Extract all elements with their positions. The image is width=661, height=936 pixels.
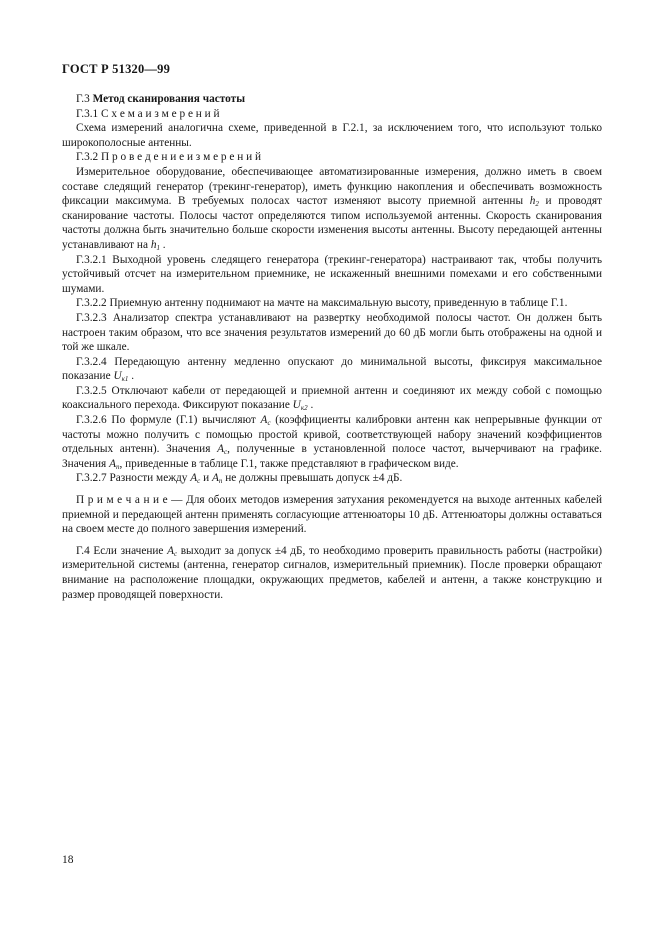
text-segment: п (218, 477, 223, 486)
text-segment: и проводят сканирование частоты. Полосы частот определяются типом используемой антенны. Скорость сканирования частоты должна быть значительно больше скорости изменения высоты антенны. Высоту передающей антенны устанавливают на (62, 195, 602, 251)
text-segment: с (267, 419, 271, 428)
para-g326 (62, 413, 602, 471)
heading-g32-provedenie-izmereniy (62, 150, 602, 165)
text-segment: A (211, 472, 219, 485)
text-segment: , приведенные в таблице Г.1, также представляют в графическом виде. (119, 457, 459, 470)
text-segment: A (217, 443, 224, 456)
text-segment: выходит за допуск ±4 дБ, то необходимо проверить правильность работы (настройки) измерительной системы (антенна, генератор сигналов, измерительный приемник). После проверки обращают внимание на расположение площадки, окружающих предметов, кабелей и антенн, а также конструкцию и размер проводящей поверхности. (62, 544, 602, 601)
text-segment: A (109, 457, 116, 470)
para-g4 (62, 544, 602, 602)
document-header-standard-number: ГОСТ Р 51320—99 (62, 62, 171, 76)
text-segment: . (159, 238, 166, 251)
para-g324 (62, 355, 602, 384)
text-segment: Г.3.2.3 Анализатор спектра устанавливают на развертку необходимой полосы частот. Он должен быть настроен таким образом, что все значения результатов измерений до 60 дБ могли быть отображены на одной и той же шкале. (62, 311, 602, 354)
page-number: 18 (62, 854, 74, 866)
text-segment: Г.3.2.6 По формуле (Г.1) вычисляют (76, 414, 261, 427)
text-segment: (коэффициенты калибровки антенн как непрерывные функции от частоты можно получить с помощью простой кривой, соответствующей набору значений коэффициентов отдельных антенн). Значения (62, 414, 602, 456)
text-segment: U (113, 370, 122, 383)
text-segment: и (200, 472, 212, 485)
para-note (62, 493, 602, 537)
text-segment: 2 (535, 200, 539, 209)
text-segment: к2 (300, 404, 308, 413)
para-g327 (62, 471, 602, 486)
para-g322 (62, 296, 602, 311)
text-segment: Измерительное оборудование, обеспечивающее автоматизированные измерения, должно иметь в своем составе следящий генератор (трекинг-генератор), иметь функцию накопления и обеспечивать возможность фиксации максимума. В требуемых полосах частот изменяют высоту приемной антенны (62, 165, 602, 208)
text-segment: U (292, 399, 301, 412)
text-segment: . (128, 370, 135, 383)
text-segment: Метод сканирования частоты (92, 93, 246, 105)
text-segment: с (173, 549, 178, 558)
text-segment: h (150, 238, 157, 251)
para-g32-body (62, 165, 602, 253)
text-segment: Г.3.2.5 Отключают кабели от передающей и приемной антенн и соединяют их между собой с помощью коаксиального перехода. Фиксируют показание (62, 384, 602, 412)
text-segment: h (529, 195, 536, 208)
text-segment: A (260, 414, 268, 427)
para-g323 (62, 311, 602, 355)
text-segment: 1 (156, 244, 160, 253)
text-segment: Г.4 Если значение (76, 544, 168, 557)
text-segment: Г.3.2.4 Передающую антенну медленно опускают до минимальной высоты, фиксируя максимальное показание (62, 355, 602, 383)
text-segment: Г.3.2.1 Выходной уровень следящего генератора (трекинг-генератора) настраивают так, чтобы получить устойчивый отсчет на измерительном приемнике, не искаженный внешними помехами и его собственными шумами. (62, 253, 602, 295)
para-g31-body (62, 121, 602, 150)
text-segment: Г.3.2.7 Разности между (76, 472, 191, 485)
heading-g3 (62, 92, 602, 107)
text-segment: A (167, 544, 174, 557)
para-g325 (62, 384, 602, 413)
heading-g31-schema-izmereniy (62, 107, 602, 122)
document-content (62, 92, 602, 602)
text-segment: Г.3.2.2 Приемную антенну поднимают на мачте на максимальную высоту, приведенную в таблице Г.1. (76, 297, 568, 310)
text-segment: к1 (121, 375, 129, 384)
text-segment: . (307, 399, 314, 412)
text-segment: , полученные в установленной полосе частот, вычерчивают на графике. Значения (62, 443, 602, 470)
text-segment: Г.3.2 П р о в е д е н и е и з м е р е н и й (76, 151, 262, 164)
text-segment: П р и м е ч а н и е — Для обоих методов измерения затухания рекомендуется на выходе антенных кабелей приемной и передающей антенн применять согласующие аттенюаторы 10 дБ. Аттенюаторы должны оставаться на своем месте до полного завершения измерений. (62, 494, 602, 536)
text-segment: Схема измерений аналогична схеме, приведенной в Г.2.1, за исключением того, что используют только широкополосные антенны. (62, 122, 602, 149)
text-segment: Г.3.1 С х е м а и з м е р е н и й (76, 107, 220, 120)
text-segment: с (223, 448, 228, 457)
text-segment: A (190, 472, 198, 485)
text-segment: Г.3 (76, 93, 93, 105)
text-segment: с (197, 477, 201, 486)
text-segment: п (115, 462, 120, 471)
text-segment: не должны превышать допуск ±4 дБ. (222, 472, 403, 485)
para-g321 (62, 253, 602, 297)
